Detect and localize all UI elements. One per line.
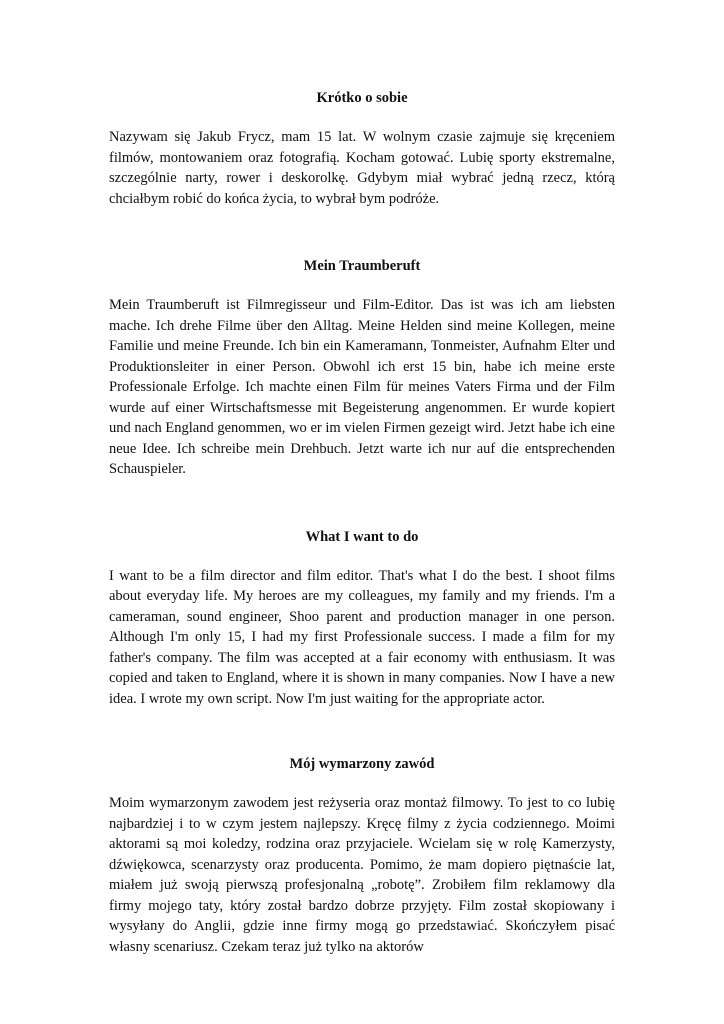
section-body: I want to be a film director and film editor. That's what I do the best. I shoot films about everyday life. My heroes are my colleagues, my family and my friends. I'm a cameraman, sound engineer, Shoo parent and production manager in one person. Although I'm only 15, I had my first Professionale success. I made a film for my father's company. The film was accepted at a fair economy with enthusiasm. It was copied and taken to England, where it is shown in many companies. Now I have a new idea. I wrote my own script. Now I'm just waiting for the appropriate actor. bbox=[109, 567, 615, 707]
section-body: Nazywam się Jakub Frycz, mam 15 lat. W wolnym czasie zajmuje się kręceniem filmów, montowaniem oraz fotografią. Kocham gotować. Lubię sporty ekstremalne, szczególnie narty, rower i deskorolkę. Gdybym miał wybrać jedną rzecz, którą chciałbym robić do końca życia, to wybrał bym podróże. bbox=[109, 129, 615, 207]
section-spacer bbox=[109, 480, 615, 527]
section-title: Mein Traumberuft bbox=[303, 258, 421, 274]
document-page bbox=[109, 88, 615, 957]
section-title: Mój wymarzony zawód bbox=[289, 756, 435, 772]
section-body: Moim wymarzonym zawodem jest reżyseria oraz montaż filmowy. To jest to co lubię najbardziej i to w czym jestem najlepszy. Kręcę filmy z życia codziennego. Moimi aktorami są moi koledzy, rodzina oraz przyjaciele. Wcielam się w rolę Kamerzysty, dźwiękowca, scenarzysty oraz producenta. Pomimo, że mam dopiero piętnaście lat, miałem już swoją pierwszą profesjonalną „robotę”. Zrobiłem film reklamowy dla firmy mojego taty, który został bardzo dobrze przyjęty. Film został skopiowany i wysyłany do Anglii, gdzie inne firmy mogą go przedstawiać. Skończyłem pisać własny scenariusz. Czekam teraz już tylko na aktorów bbox=[109, 795, 615, 955]
section-dream-job-german bbox=[109, 256, 615, 480]
section-dream-job-polish bbox=[109, 754, 615, 957]
section-spacer bbox=[109, 209, 615, 256]
section-spacer bbox=[109, 709, 615, 754]
section-title: Krótko o sobie bbox=[316, 90, 408, 106]
section-body: Mein Traumberuft ist Filmregisseur und Film-Editor. Das ist was ich am liebsten mache. Ich drehe Filme über den Alltag. Meine Helden sind meine Kollegen, meine Familie und meine Freunde. Ich bin ein Kameramann, Tonmeister, Aufnahm Elter und Produktionsleiter in einer Person. Obwohl ich erst 15 bin, habe ich meine erste Professionale Erfolge. Ich machte einen Film für meines Vaters Firma und der Film wurde auf einer Wirtschaftsmesse mit Begeisterung angenommen. Er wurde kopiert und nach England genommen, wo er im vielen Firmen gezeigt wird. Jetzt habe ich eine neue Idee. Ich schreibe mein Drehbuch. Jetzt warte ich nur auf die entsprechenden Schauspieler. bbox=[109, 297, 615, 477]
section-what-i-want-english bbox=[109, 527, 615, 710]
section-about-me-polish bbox=[109, 88, 615, 209]
section-title: What I want to do bbox=[305, 528, 419, 545]
